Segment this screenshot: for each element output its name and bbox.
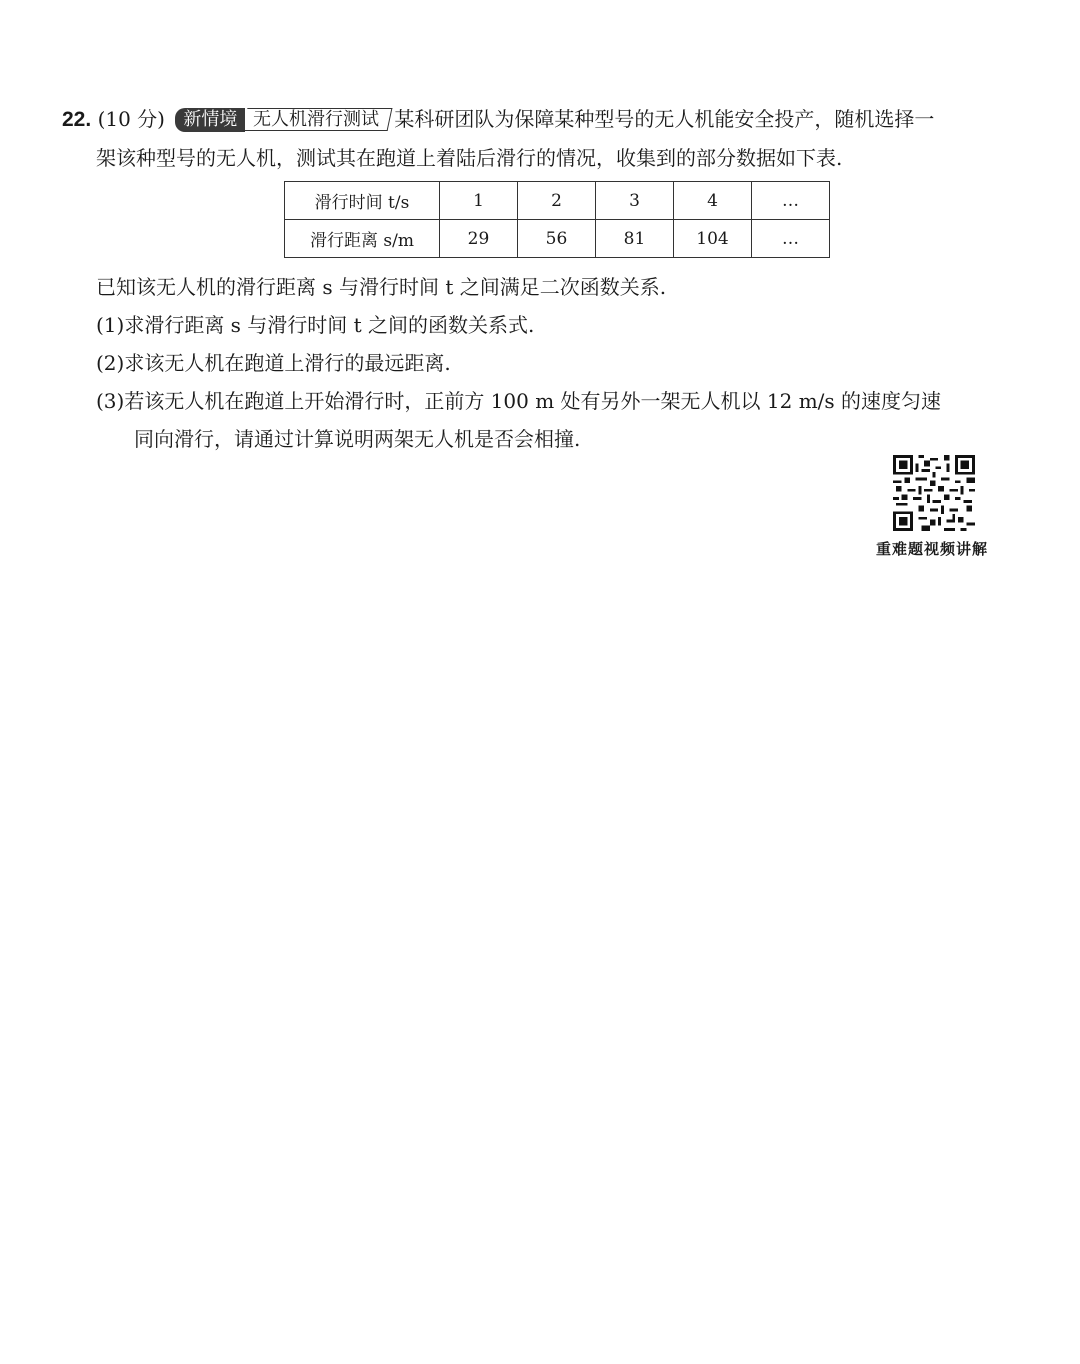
question-3-line2: 同向滑行，请通过计算说明两架无人机是否会相撞. — [134, 427, 581, 451]
table-cell: … — [752, 220, 830, 258]
table-cell: 56 — [518, 220, 596, 258]
qr-code-icon[interactable] — [893, 455, 975, 531]
intro-text-line1: 某科研团队为保障某种型号的无人机能安全投产，随机选择一 — [394, 107, 935, 131]
problem-22 — [62, 100, 1027, 177]
row-header-distance: 滑行距离 s/m — [285, 220, 440, 258]
table-cell: 1 — [440, 182, 518, 220]
table-row-time — [285, 182, 830, 220]
table-cell: 29 — [440, 220, 518, 258]
table-row-distance — [285, 220, 830, 258]
table-cell: 104 — [674, 220, 752, 258]
table-cell: … — [752, 182, 830, 220]
table-cell: 4 — [674, 182, 752, 220]
problem-header-line — [62, 100, 1027, 139]
intro-text-line2: 架该种型号的无人机，测试其在跑道上着陆后滑行的情况，收集到的部分数据如下表. — [96, 146, 843, 170]
problem-score: (10 分) — [97, 107, 165, 131]
problem-questions — [62, 268, 1027, 458]
table-cell: 3 — [596, 182, 674, 220]
question-3-line1: (3)若该无人机在跑道上开始滑行时，正前方 100 m 处有另外一架无人机以 12 m/s 的速度匀速 — [96, 389, 942, 413]
problem-number: 22. — [62, 108, 92, 131]
new-context-tag: 新情境 — [175, 108, 245, 132]
context-title-tag: 无人机滑行测试 — [243, 108, 393, 131]
question-2: (2)求该无人机在跑道上滑行的最远距离. — [96, 351, 451, 375]
table-cell: 2 — [518, 182, 596, 220]
table-cell: 81 — [596, 220, 674, 258]
row-header-time: 滑行时间 t/s — [285, 182, 440, 220]
given-condition: 已知该无人机的滑行距离 s 与滑行时间 t 之间满足二次函数关系. — [96, 275, 667, 299]
question-1: (1)求滑行距离 s 与滑行时间 t 之间的函数关系式. — [96, 313, 535, 337]
data-table — [284, 181, 830, 258]
qr-code-label: 重难题视频讲解 — [875, 540, 988, 558]
